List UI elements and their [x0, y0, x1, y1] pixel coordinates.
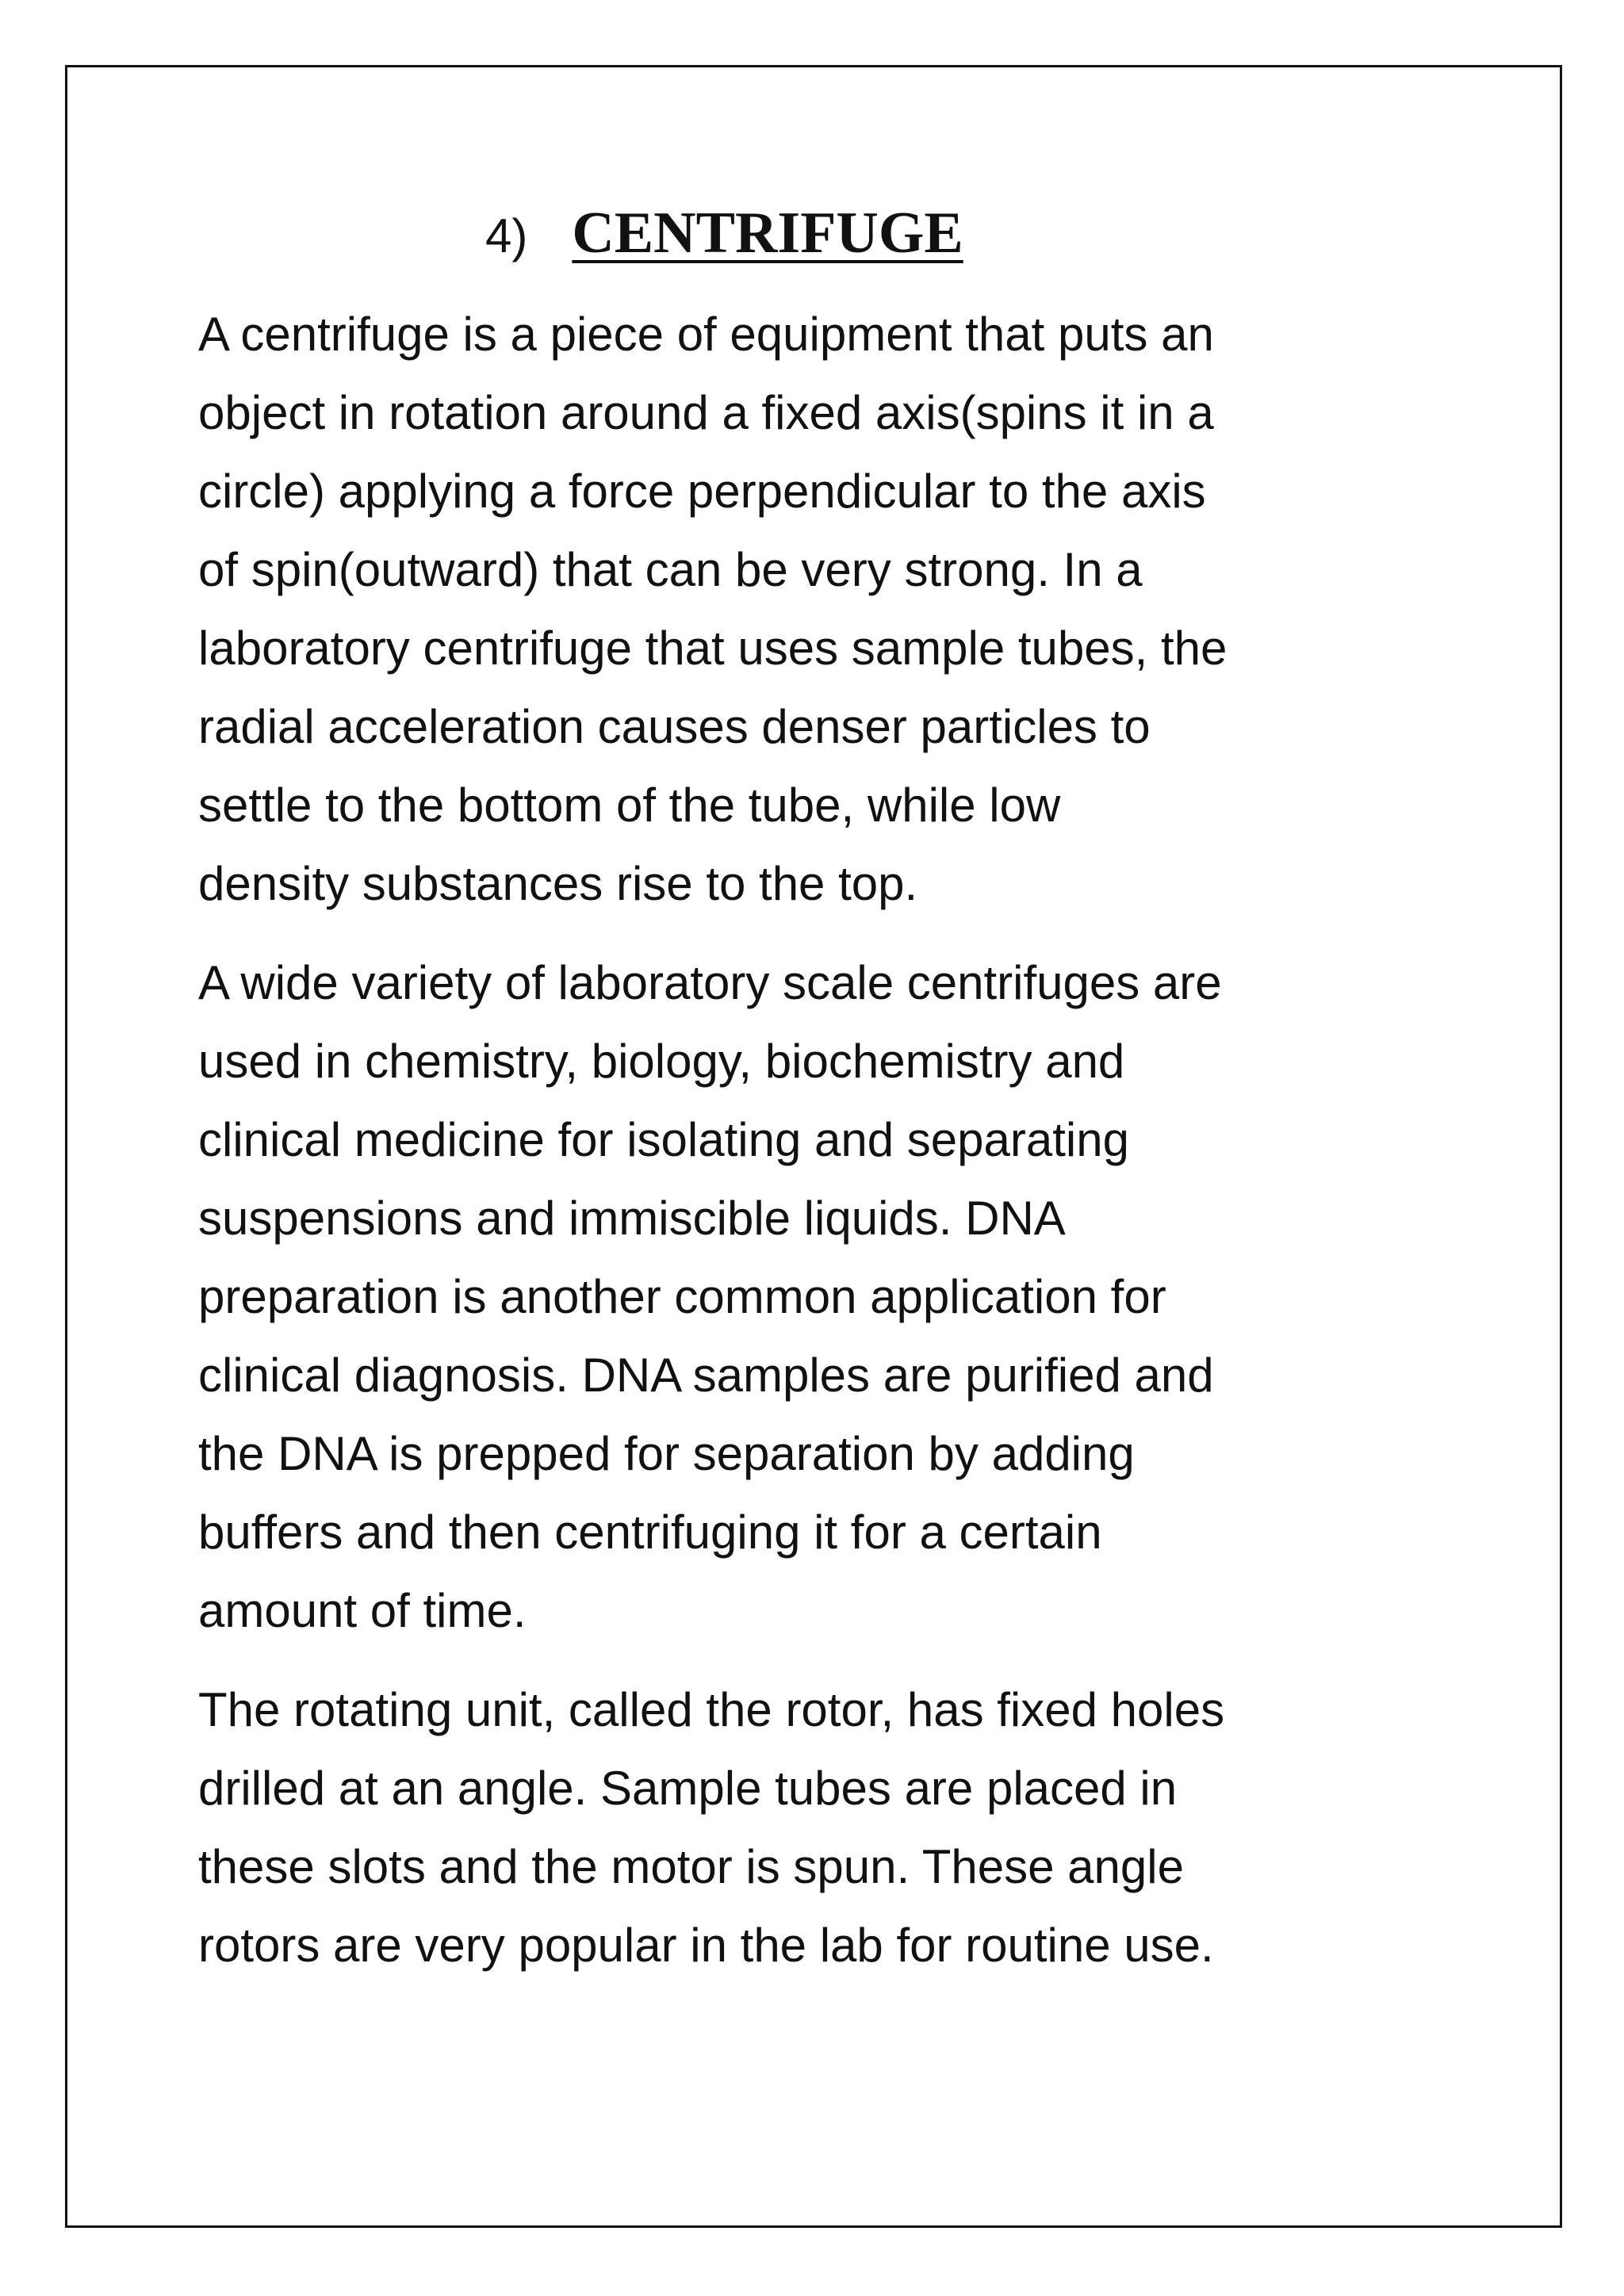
section-number: 4) — [485, 209, 528, 262]
paragraph-definition — [198, 295, 1435, 923]
text-line: clinical diagnosis. DNA samples are purified and — [198, 1349, 1214, 1402]
text-line: radial acceleration causes denser particles to — [198, 700, 1151, 753]
text-line: A centrifuge is a piece of equipment that puts an — [198, 308, 1214, 361]
text-line: the DNA is prepped for separation by adding — [198, 1427, 1135, 1480]
section-heading — [485, 200, 963, 271]
text-line: A wide variety of laboratory scale centrifuges are — [198, 956, 1222, 1009]
text-line: The rotating unit, called the rotor, has fixed holes — [198, 1683, 1225, 1736]
text-line: these slots and the motor is spun. These angle — [198, 1840, 1184, 1893]
text-line: laboratory centrifuge that uses sample tubes, the — [198, 622, 1228, 675]
body-text — [198, 295, 1435, 2005]
text-line: preparation is another common application for — [198, 1270, 1166, 1323]
text-line: used in chemistry, biology, biochemistry and — [198, 1035, 1125, 1088]
text-line: circle) applying a force perpendicular to the axis — [198, 465, 1206, 518]
paragraph-applications — [198, 943, 1435, 1650]
text-line: of spin(outward) that can be very strong. In a — [198, 543, 1143, 596]
text-line: object in rotation around a fixed axis(spins it in a — [198, 386, 1214, 439]
text-line: settle to the bottom of the tube, while low — [198, 779, 1061, 832]
text-line: clinical medicine for isolating and separating — [198, 1113, 1129, 1166]
text-line: suspensions and immiscible liquids. DNA — [198, 1192, 1066, 1245]
section-title: CENTRIFUGE — [572, 201, 963, 266]
text-line: rotors are very popular in the lab for routine use. — [198, 1919, 1214, 1972]
text-line: density substances rise to the top. — [198, 857, 918, 910]
text-line: buffers and then centrifuging it for a certain — [198, 1506, 1102, 1559]
paragraph-rotor — [198, 1670, 1435, 1984]
text-line: drilled at an angle. Sample tubes are placed in — [198, 1762, 1178, 1815]
text-line: amount of time. — [198, 1584, 527, 1637]
